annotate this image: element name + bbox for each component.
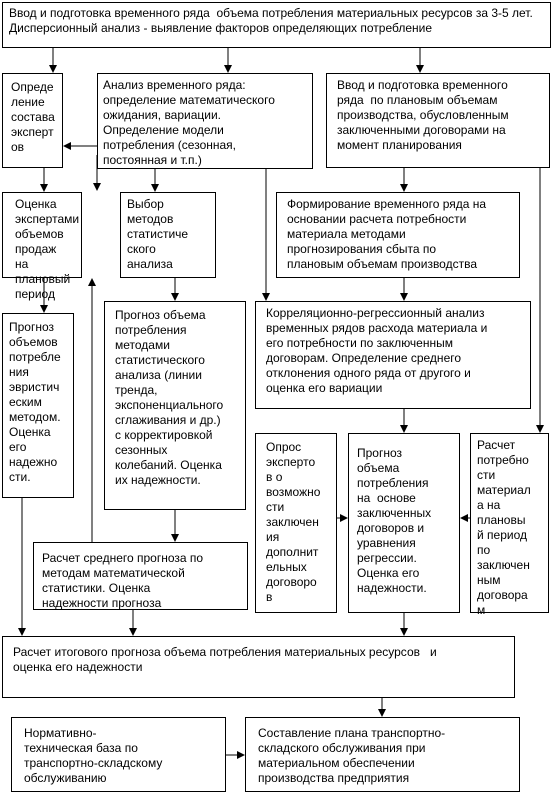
methods-selection-text: Выбор методов статистиче ского анализа — [127, 197, 189, 271]
contract-need-text: Расчет потребно сти материал а на плановы й период по заключен ным договора м — [477, 438, 531, 617]
plan-series-text: Ввод и подготовка временного ряда по плановым объемам производства, обусловленным заключенными договорами на момент планирования — [337, 78, 509, 152]
contract-forecast-text: Прогноз объема потребления на основе заключенных договоров и уравнения регрессии. Оценка его надежности. — [357, 446, 432, 595]
final-forecast-text: Расчет итогового прогноза объема потребления материальных ресурсов и оценка его надежности — [13, 645, 437, 674]
expert-survey-box — [255, 433, 337, 613]
experts-definition-box — [2, 73, 63, 168]
normative-base-box — [11, 717, 226, 792]
logistics-plan-text: Составление плана транспортно- складского обслуживания при материальном обеспечении производства предприятия — [258, 726, 446, 785]
time-series-analysis-box — [97, 73, 313, 169]
average-forecast-box — [33, 542, 248, 610]
heuristic-forecast-box — [2, 313, 74, 498]
time-series-analysis-text: Анализ временного ряда: определение математического ожидания, вариации. Определение модели потребления (сезонная, постоянная и т.п.) — [103, 78, 275, 167]
final-forecast-box — [2, 636, 515, 698]
forecast-series-text: Формирование временного ряда на основании расчета потребности материала методами прогнозирования сбыта по плановым объемам производства — [287, 197, 487, 271]
methods-selection-box — [120, 192, 216, 278]
contract-forecast-box — [348, 433, 460, 613]
statistical-forecast-text: Прогноз объема потребления методами статистического анализа (линии тренда, экспоненциального сглаживания и др.) с корректировкой сезонных колебаний. Оценка их надежности. — [115, 308, 224, 487]
average-forecast-text: Расчет среднего прогноза по методам математической статистики. Оценка надежности прогноза — [42, 551, 204, 610]
input-time-series-text: Ввод и подготовка временного ряда объема потребления материальных ресурсов за 3-5 лет. Дисперсионный анализ - выявление факторов определяющих потребление — [9, 6, 537, 35]
expert-survey-text: Опрос эксперто в о возможно сти заключен ия дополнит ельных договоро в — [266, 440, 321, 604]
plan-series-box — [326, 73, 550, 168]
statistical-forecast-box — [104, 301, 246, 510]
contract-need-box — [470, 433, 549, 617]
heuristic-forecast-text: Прогноз объемов потребле ния эвристич еским методом. Оценка его надежно сти. — [9, 320, 61, 484]
logistics-plan-box — [245, 717, 520, 792]
correlation-analysis-box — [255, 301, 531, 409]
forecast-series-box — [276, 192, 520, 278]
expert-estimate-box — [2, 192, 82, 301]
input-time-series-box — [2, 2, 551, 48]
correlation-analysis-text: Корреляционно-регрессионный анализ временных рядов расхода материала и его потребности по заключенным договорам. Определение среднего отклонения одного ряда от другого и оценка его вариации — [266, 306, 488, 395]
experts-definition-text: Опреде ление состава эксперт ов — [11, 80, 55, 154]
normative-base-text: Нормативно- техническая база по транспортно-складскому обслуживанию — [24, 726, 163, 785]
expert-estimate-text: Оценка экспертами объемов продаж на плановый период — [15, 197, 80, 301]
